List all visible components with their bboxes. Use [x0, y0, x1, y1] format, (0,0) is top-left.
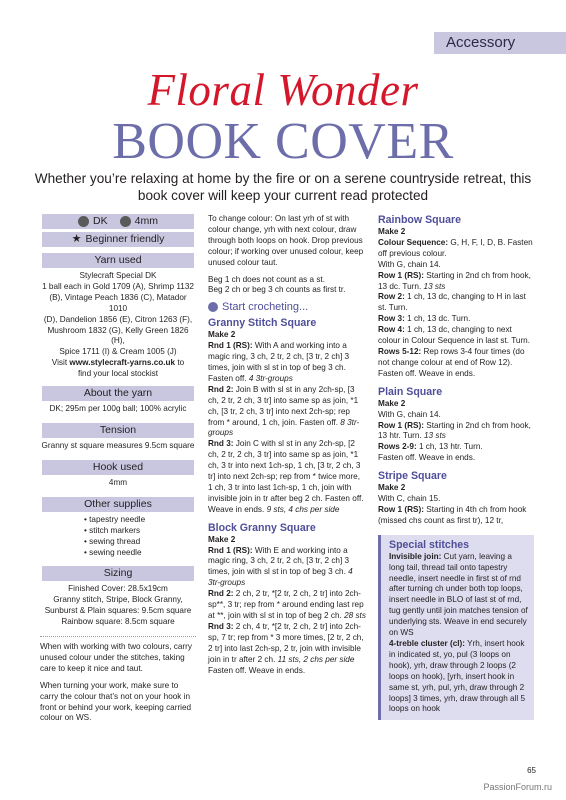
treble-cluster: 4-treble cluster (cl): Yrh, insert hook in indicated st, yo, pul (3 loops on hook), yrh, draw through 2 loops (2 loops on hook), [yrh, insert hook in same st, yrh, pul, yrh, draw through 2 loops] 3 times, yrh, draw through all 5 loops on hook — [389, 639, 526, 714]
rainbow-row-1: Row 1 (RS): Starting in 2nd ch from hook, 13 dc. Turn. 13 sts — [378, 270, 531, 291]
page-number: 65 — [527, 766, 536, 775]
rainbow-make: Make 2 — [378, 227, 406, 236]
about-yarn-heading: About the yarn — [42, 386, 194, 401]
yarn-url[interactable]: www.stylecraft-yarns.co.uk — [69, 358, 176, 368]
hook-used-text: 4mm — [108, 477, 128, 487]
invisible-join: Invisible join: Cut yarn, leaving a long tail, thread tail onto tapestry needle, insert needle in first st of rnd after turning ch under both top loops, insert needle in BLO of last st of rnd, tug gently until join matches tension of underlying sts. Weave in end securely on WS — [389, 551, 528, 638]
tension-text: Granny st square measures 9.5cm square — [41, 440, 195, 450]
hook-used-heading: Hook used — [42, 460, 194, 475]
granny-rnd-3: Rnd 3: Join C with sl st in any 2ch-sp, [2 ch, 2 tr, 2 ch, 3 tr] into same sp as join, *1 ch, 3 tr into next 1ch-sp, 1 ch, [3 tr, 2 ch, 3 tr] into next 2ch-sp; rep from * twice more, 1 ch, 3 tr into last 1ch-sp, 1 ch, join with invisible join in tr after beg 2 ch. Fasten off. Weave in ends. 9 sts, 4 chs per side — [208, 439, 364, 514]
rainbow-row-2: Row 2: 1 ch, 13 dc, changing to H in last st. Turn. — [378, 292, 526, 313]
tension-heading: Tension — [42, 423, 194, 438]
plain-make: Make 2 — [378, 398, 406, 408]
change-colour-note: To change colour: On last yrh of st with colour change, yrh with next colour, draw through both loops on hook. Drop previous colour; if working over unused colour, keep unused colour taut. — [208, 214, 364, 267]
yarn-icon — [208, 302, 218, 312]
list-item: • sewing thread — [84, 537, 196, 548]
other-supplies-heading: Other supplies — [42, 497, 194, 512]
granny-make: Make 2 — [208, 330, 236, 340]
plain-chain: With G, chain 14. — [378, 409, 441, 419]
granny-rnd-2: Rnd 2: Join B with sl st in any 2ch-sp, [3 ch, 2 tr, 2 ch, 3 tr] into same sp as join, *1 ch, [3 tr, 2 ch, 3 tr] into next 2ch-sp; rep from * around, 1 ch, join. Fasten off. 8 3tr-groups — [208, 384, 360, 438]
block-make: Make 2 — [208, 534, 236, 544]
note-2: When turning your work, make sure to carry the colour that’s not on your hook in front or behind your work, keeping carried colour on WS. — [40, 680, 192, 723]
info-column — [40, 214, 196, 724]
plain-row-1: Row 1 (RS): Starting in 2nd ch from hook, 13 htr. Turn. 13 sts — [378, 420, 531, 441]
source-credit: PassionForum.ru — [483, 782, 552, 792]
standfirst: Whether you’re relaxing at home by the fire or on a serene countryside retreat, this book cover will keep your current read protected — [34, 171, 532, 203]
block-rnd-2: Rnd 2: 2 ch, 2 tr, *[2 tr, 2 ch, 2 tr] into 2ch-sp**, 3 tr; rep from * around ending last rep at **, join with sl st in top of beg 2 ch. 28 sts — [208, 589, 366, 620]
supplies-list — [84, 515, 196, 559]
start-crocheting-heading: Start crocheting... — [208, 302, 366, 313]
title-line-1: Floral Wonder — [147, 65, 419, 115]
list-item: • sewing needle — [84, 548, 196, 559]
plain-heading: Plain Square — [378, 385, 443, 398]
yarn-weight: DK — [93, 215, 108, 227]
block-rnd-3: Rnd 3: 2 ch, 4 tr, *[2 tr, 2 ch, 2 tr] into 2ch-sp, 7 tr; rep from * 3 more times, [2 tr, 2 ch, 2 tr] into last 2ch-sp, 2 tr, join with invisible join in tr after 2 ch. 11 sts, 2 chs per side — [208, 621, 364, 664]
rainbow-row-3: Row 3: 1 ch, 13 dc. Turn. — [378, 314, 471, 324]
difficulty: Beginner friendly — [85, 233, 165, 245]
rainbow-row-4: Row 4: 1 ch, 13 dc, changing to next colour in Colour Sequence in last st. Turn. — [378, 325, 531, 346]
beg-note-2: Beg 2 ch or beg 3 ch counts as first tr. — [208, 285, 346, 295]
rainbow-end: Fasten off. Weave in ends. — [378, 368, 476, 378]
rainbow-heading: Rainbow Square — [378, 214, 461, 226]
list-item: • stitch markers — [84, 526, 196, 537]
special-stitches-box — [378, 535, 534, 721]
yarn-used-heading: Yarn used — [42, 253, 194, 268]
hook-size: 4mm — [134, 215, 158, 227]
special-stitches-heading: Special stitches — [389, 538, 470, 551]
plain-end: Fasten off. Weave in ends. — [378, 453, 476, 463]
granny-stitch-heading: Granny Stitch Square — [208, 317, 317, 330]
section-tab: Accessory — [434, 32, 566, 54]
block-rnd-1: Rnd 1 (RS): With E and working into a magic ring, 3 ch, 2 tr, 2 ch, [3 tr, 2 ch] 3 times, join with sl st in top of beg 3 ch. 4 3tr-groups — [208, 545, 353, 588]
stripe-make: Make 2 — [378, 483, 406, 493]
list-item: • tapestry needle — [84, 515, 196, 526]
title-line-2: BOOK COVER — [112, 113, 454, 170]
pattern-column-1 — [208, 214, 366, 676]
yarn-ball-icon — [78, 216, 89, 227]
pattern-column-2 — [378, 214, 534, 720]
sizing-heading: Sizing — [42, 566, 194, 581]
about-yarn-text: DK; 295m per 100g ball; 100% acrylic — [49, 404, 187, 414]
sizing-text: Finished Cover: 28.5x19cm Granny stitch, Stripe, Block Granny, Sunburst & Plain squares: 9.5cm square Rainbow square: 8.5cm square — [44, 584, 192, 627]
rainbow-sequence: Colour Sequence: G, H, F, I, D, B. Fasten off previous colour. — [378, 237, 533, 258]
granny-rnd-1: Rnd 1 (RS): With A and working into a magic ring, 3 ch, 2 tr, 2 ch, [3 tr, 2 ch] 3 times, join with sl st in top of beg 3 ch. Fasten off. 4 3tr-groups — [208, 341, 350, 383]
rainbow-chain: With G, chain 14. — [378, 259, 441, 269]
block-granny-heading: Block Granny Square — [208, 521, 316, 534]
star-icon: ★ — [71, 233, 82, 245]
stripe-row-1: Row 1 (RS): Starting in 4th ch from hook (missed chs count as first tr), 12 tr, — [378, 504, 527, 525]
hook-icon — [120, 216, 131, 227]
block-end: Fasten off. Weave in ends. — [208, 665, 306, 675]
stripe-heading: Stripe Square — [378, 470, 447, 483]
note-1: When with working with two colours, carry unused colour under the stitches, taking care to keep it nice and taut. — [40, 642, 192, 673]
yarn-used-text: Stylecraft Special DK 1 ball each in Gold 1709 (A), Shrimp 1132 (B), Vintage Peach 1836 (C), Matador 1010 (D), Dandelion 1856 (E), Citron 1263 (F), Mushroom 1832 (G), Kelly Green 1826 (H), Spice 1711 (I) & Cream 1005 (J) Visit www.stylecraft-yarns.co.uk to find your local stockist — [42, 271, 194, 379]
meta-bar — [42, 214, 194, 229]
stripe-chain: With C, chain 15. — [378, 494, 441, 504]
beg-note-1: Beg 1 ch does not count as a st. — [208, 274, 325, 284]
difficulty-bar — [42, 232, 194, 247]
rainbow-rows-5-12: Rows 5-12: Rep rows 3-4 four times (do not change colour at end of Row 12). — [378, 346, 525, 367]
plain-rows-2-9: Rows 2-9: 1 ch, 13 htr. Turn. — [378, 442, 483, 452]
